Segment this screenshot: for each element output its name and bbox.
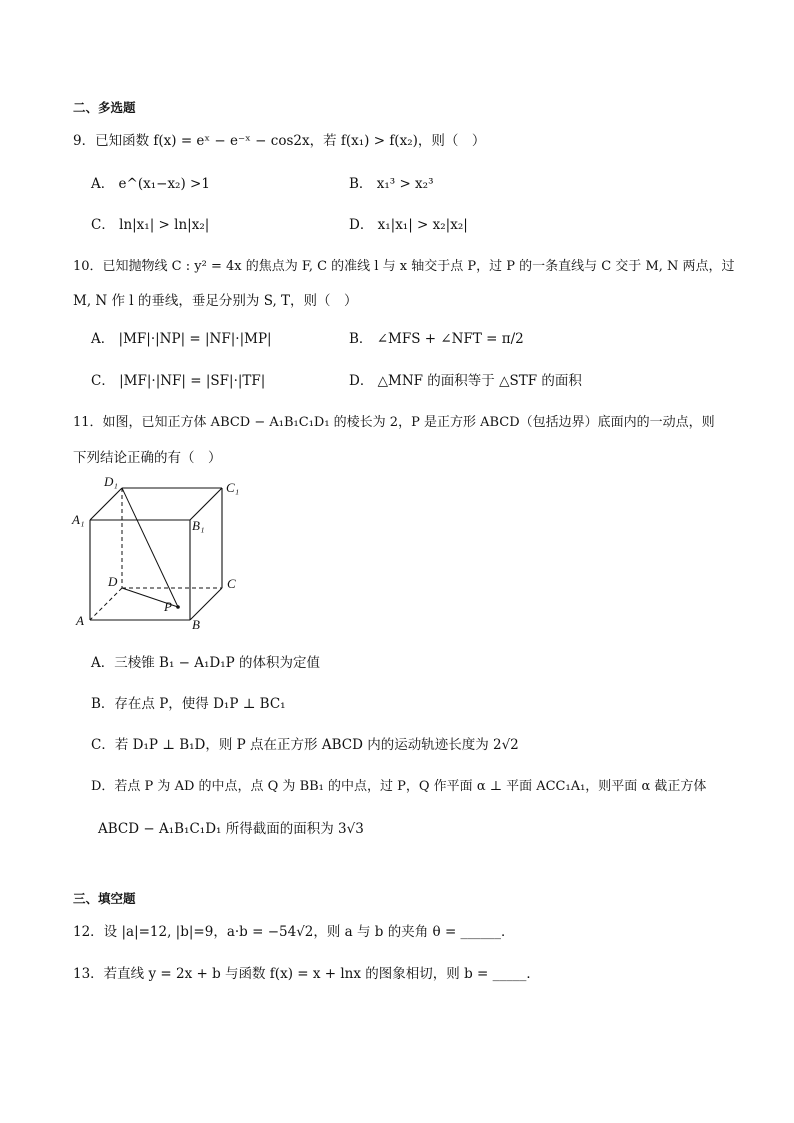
q9-option-c: C． ln|x₁| > ln|x₂| — [91, 217, 210, 233]
q11-option-c: C．若 D₁P ⊥ B₁D，则 P 点在正方形 ABCD 内的运动轨迹长度为 2√2 — [91, 737, 519, 753]
q10-option-b: B． ∠MFS + ∠NFT = π/2 — [349, 331, 524, 347]
q13-text: 13．若直线 y = 2x + b 与函数 f(x) = x + lnx 的图象相切，则 b = _____． — [73, 966, 540, 982]
label-b: B — [192, 617, 200, 632]
label-b1: B₁ — [192, 518, 205, 533]
q11-option-d-line2: ABCD − A₁B₁C₁D₁ 所得截面的面积为 3√3 — [98, 821, 364, 837]
point-p — [176, 605, 180, 609]
q10-option-d: D． △MNF 的面积等于 △STF 的面积 — [349, 373, 582, 389]
q10-stem-line1: 10．已知抛物线 C : y² = 4x 的焦点为 F, C 的准线 l 与 x 轴交于点 P，过 P 的一条直线与 C 交于 M, N 两点，过 — [73, 259, 735, 274]
q9-option-b: B． x₁³ > x₂³ — [349, 176, 434, 192]
q10-option-c: C． |MF|·|NF| = |SF|·|TF| — [91, 373, 266, 389]
label-d: D — [108, 574, 118, 589]
cube-figure — [60, 470, 260, 635]
section-title-multiple-choice: 二、多选题 — [73, 100, 136, 115]
segment-d1p — [122, 488, 178, 607]
section-title-fill-in: 三、填空题 — [73, 891, 136, 906]
q9-option-a: A． e^(x₁−x₂) >1 — [91, 176, 210, 192]
q10-option-a: A． |MF|·|NP| = |NF|·|MP| — [91, 331, 272, 347]
label-a: A — [76, 613, 84, 628]
label-c: C — [227, 576, 236, 591]
label-p: P — [164, 599, 172, 614]
q9-option-d: D． x₁|x₁| > x₂|x₂| — [349, 217, 468, 233]
q10-stem-line2: M, N 作 l 的垂线，垂足分别为 S, T，则（ ） — [73, 293, 358, 309]
label-a1: A₁ — [72, 512, 85, 527]
q12-text: 12．设 |a|=12, |b|=9，a·b = −54√2，则 a 与 b 的夹角 θ = ______． — [73, 924, 515, 940]
q11-option-b: B．存在点 P，使得 D₁P ⊥ BC₁ — [91, 696, 286, 712]
q11-option-a: A．三棱锥 B₁ − A₁D₁P 的体积为定值 — [91, 655, 321, 671]
label-c1: C₁ — [226, 480, 240, 495]
q11-stem-line1: 11．如图，已知正方体 ABCD − A₁B₁C₁D₁ 的棱长为 2，P 是正方形 ABCD（包括边界）底面内的一动点，则 — [73, 415, 715, 430]
label-d1: D₁ — [104, 474, 118, 489]
q11-option-d-line1: D．若点 P 为 AD 的中点，点 Q 为 BB₁ 的中点，过 P，Q 作平面 α ⊥ 平面 ACC₁A₁，则平面 α 截正方体 — [91, 779, 707, 794]
q11-stem-line2: 下列结论正确的有（ ） — [73, 450, 222, 466]
q9-stem: 9．已知函数 f(x) = eˣ − e⁻ˣ − cos2x，若 f(x₁) > f(x₂)，则（ ） — [73, 133, 486, 149]
